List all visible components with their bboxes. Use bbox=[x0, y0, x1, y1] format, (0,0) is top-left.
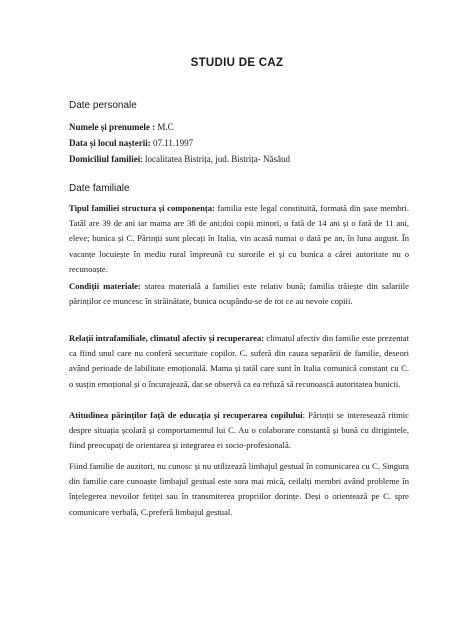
parents-attitude-label: Atitudinea părinților față de educația și recuperarea copilului bbox=[69, 410, 303, 420]
sign-language-paragraph: Fiind familie de auzitori, nu cunosc și nu utilizează limbajul gestual în comunicarea cu C. Singura din familie care cunoaște limbajul gestual este sora mai mică, ceilalți membri având probleme în înțelegerea nevoilor fetiței sau în transmiterea propriilor dorințe. Deși o orientează pe C. spre comunicare verbală, C.preferă limbajul gestual. bbox=[69, 461, 409, 517]
birth-line bbox=[69, 137, 409, 149]
family-data-heading: Date familiale bbox=[69, 183, 130, 194]
material-conditions-text: starea materială a familiei este relativ bună; familia trăiește din salariile părinților ce muncesc în străinătate, bunica ocupându-se de tot ce au nevoie copiii. bbox=[69, 281, 409, 307]
family-type-paragraph bbox=[69, 201, 409, 277]
material-conditions-paragraph bbox=[69, 279, 409, 309]
name-line bbox=[69, 121, 409, 133]
name-value: M.C bbox=[155, 122, 174, 132]
personal-data-heading: Date personale bbox=[69, 100, 137, 111]
material-conditions-label: Condiții materiale: bbox=[69, 281, 141, 291]
domicile-line bbox=[69, 153, 409, 165]
family-type-text: familia este legal constituită, formată din șase membri. Tatăl are 39 de ani iar mama are 38 de ani;doi copii minori, o fată de 14 ani și o fată de 11 ani, eleve; bunica și C. Părinții sunt plecați în Italia, vin acasă numai o dată pe an, în luna august. În vacanțe locuiește în mediu rural împreună cu surorile ei și cu bunica a cărei autoritate nu o recunoaște. bbox=[69, 203, 409, 274]
domicile-label: Domiciliul familiei bbox=[69, 154, 141, 164]
birth-label: Data și locul nașterii: bbox=[69, 138, 151, 148]
domicile-value: : localitatea Bistrița, jud. Bistrița- Năsăud bbox=[140, 154, 290, 164]
relations-text: climatul afectiv din familie este prezentat ca fiind unul care nu conferă securitate copilor. C. suferă din cauza separării de familie, deseori având perioade de labilitate emoțională. Mama și tatăl care sunt în Italia comunică constant cu C. o susțin emoțional și o încurajează, dar se observă ca ea refuză să recunoască autoritatea bunicii. bbox=[69, 333, 409, 389]
page-title: STUDIU DE CAZ bbox=[190, 57, 284, 69]
birth-value: 07.11.1997 bbox=[150, 138, 194, 148]
family-type-label: Tipul familiei structura și componența: bbox=[69, 203, 215, 213]
name-label: Numele și prenumele : bbox=[69, 122, 156, 132]
relations-label: Relații intrafamiliale, climatul afectiv și recuperarea: bbox=[69, 333, 265, 343]
relations-paragraph bbox=[69, 331, 409, 392]
parents-attitude-paragraph bbox=[69, 408, 409, 454]
parents-attitude-text: : Părinții se interesează ritmic despre situația școlară și comportamentul lui C. Au o colaborare constantă și bună cu dirigintele, fiind preocupați de orientarea și integrarea ei socio-profesională. bbox=[69, 410, 409, 451]
